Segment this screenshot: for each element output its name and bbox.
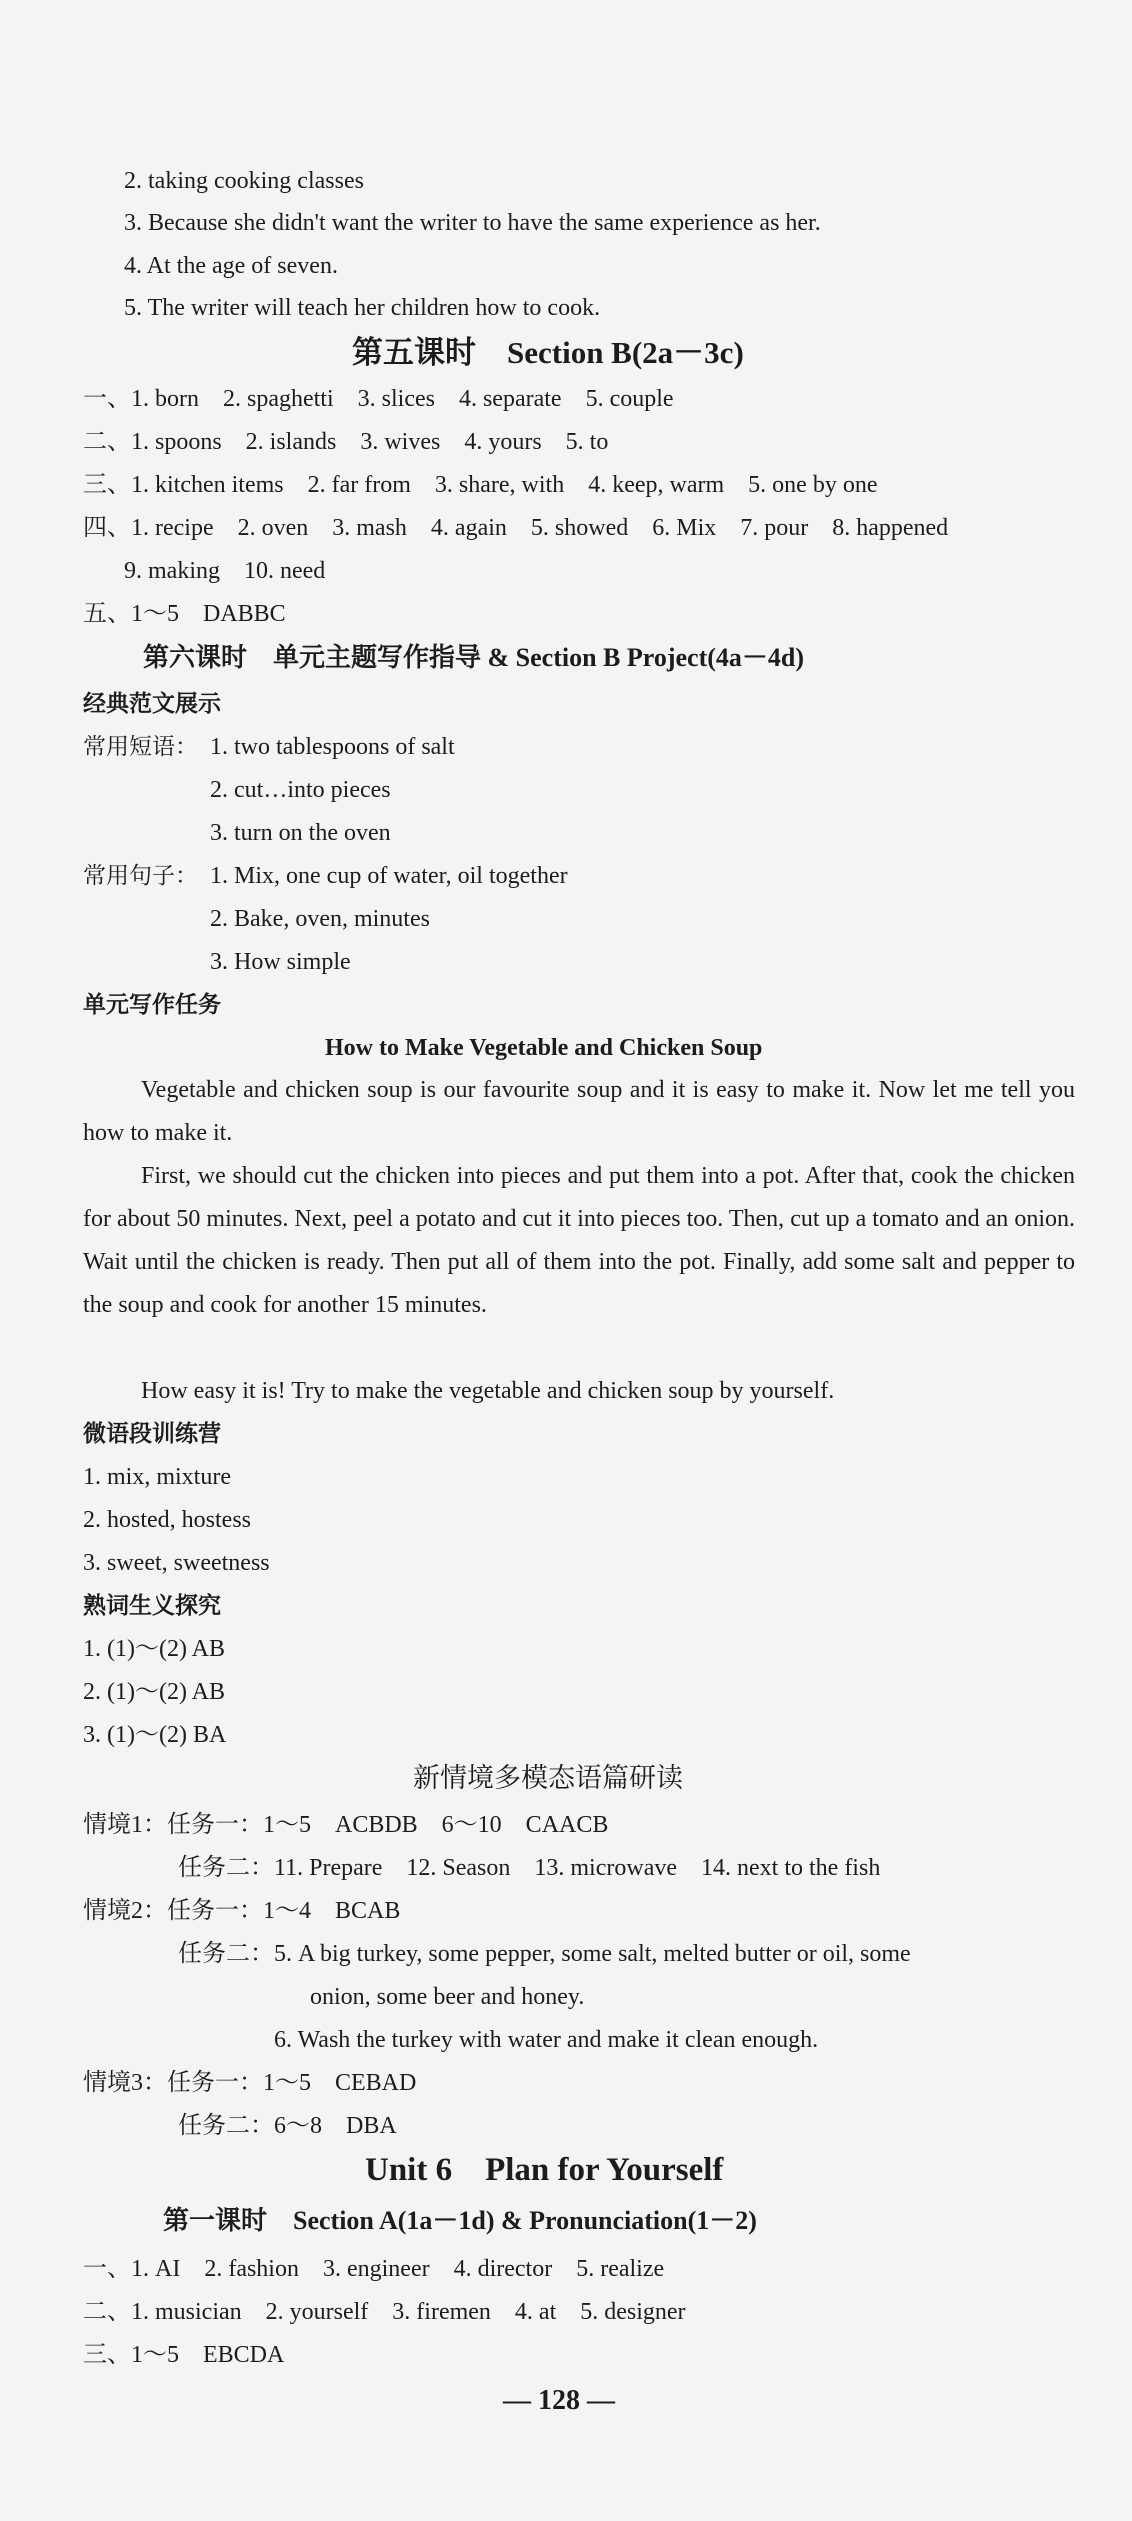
situation-3-task-1: 情境3：任务一：1～5 CEBAD	[83, 2070, 417, 2096]
micro-label: 微语段训练营	[83, 1421, 221, 1447]
top-answer-5: 5. The writer will teach her children how to cook.	[124, 295, 601, 321]
lesson5-title: 第五课时 Section B(2a－3c)	[352, 335, 744, 370]
situation-1-task-2: 任务二：11. Prepare 12. Season 13. microwave 14. next to the fish	[178, 1855, 881, 1881]
lesson5-row-2: 二、1. spoons 2. islands 3. wives 4. yours 5. to	[83, 429, 609, 455]
unit6-row-1: 一、1. AI 2. fashion 3. engineer 4. director 5. realize	[83, 2256, 665, 2282]
unit6-lesson1-title: 第一课时 Section A(1a－1d) & Pronunciation(1－2)	[163, 2206, 757, 2235]
top-answer-3: 3. Because she didn't want the writer to have the same experience as her.	[124, 210, 821, 236]
situation-2-task-2-cont: onion, some beer and honey.	[310, 1984, 585, 2010]
sentences-label: 常用句子：	[83, 863, 198, 889]
top-answer-2: 2. taking cooking classes	[124, 168, 364, 194]
micro-3: 3. sweet, sweetness	[83, 1550, 270, 1576]
situations-title: 新情境多模态语篇研读	[413, 1763, 683, 1794]
familiar-1: 1. (1)～(2) AB	[83, 1636, 225, 1662]
page-number: — 128 —	[503, 2385, 615, 2416]
situation-2-task-2-item-6: 6. Wash the turkey with water and make it clean enough.	[274, 2027, 819, 2053]
unit6-title: Unit 6 Plan for Yourself	[365, 2152, 724, 2188]
essay-paragraph-1: Vegetable and chicken soup is our favourite soup and it is easy to make it. Now let me tell you how to make it.	[83, 1077, 1075, 1146]
situation-1-task-1: 情境1：任务一：1～5 ACBDB 6～10 CAACB	[83, 1812, 609, 1838]
classic-essay-label: 经典范文展示	[83, 691, 221, 717]
writing-task-label: 单元写作任务	[83, 992, 221, 1018]
situation-2-task-2: 任务二：5. A big turkey, some pepper, some salt, melted butter or oil, some	[178, 1941, 911, 1967]
essay-paragraph-3: How easy it is! Try to make the vegetable and chicken soup by yourself.	[141, 1378, 835, 1404]
phrase-1: 1. two tablespoons of salt	[210, 734, 455, 760]
lesson5-row-3: 三、1. kitchen items 2. far from 3. share, with 4. keep, warm 5. one by one	[83, 472, 878, 498]
phrases-label: 常用短语：	[83, 734, 198, 760]
sentence-3: 3. How simple	[210, 949, 351, 975]
micro-2: 2. hosted, hostess	[83, 1507, 251, 1533]
familiar-3: 3. (1)～(2) BA	[83, 1722, 227, 1748]
lesson5-row-4b: 9. making 10. need	[124, 558, 326, 584]
unit6-row-2: 二、1. musician 2. yourself 3. firemen 4. at 5. designer	[83, 2299, 686, 2325]
sentence-1: 1. Mix, one cup of water, oil together	[210, 863, 568, 889]
lesson5-row-4: 四、1. recipe 2. oven 3. mash 4. again 5. showed 6. Mix 7. pour 8. happened	[83, 515, 949, 541]
essay-title: How to Make Vegetable and Chicken Soup	[325, 1035, 763, 1061]
sentence-2: 2. Bake, oven, minutes	[210, 906, 430, 932]
unit6-row-3: 三、1～5 EBCDA	[83, 2342, 285, 2368]
phrase-2: 2. cut…into pieces	[210, 777, 391, 803]
familiar-label: 熟词生义探究	[83, 1593, 221, 1619]
situation-2-task-1: 情境2：任务一：1～4 BCAB	[83, 1898, 401, 1924]
top-answer-4: 4. At the age of seven.	[124, 253, 338, 279]
micro-1: 1. mix, mixture	[83, 1464, 231, 1490]
essay-paragraph-2: First, we should cut the chicken into pieces and put them into a pot. After that, cook the chicken for about 50 minutes. Next, peel a potato and cut it into pieces too. Then, cut up a tomato and an onion. Wait until the chicken is ready. Then put all of them into the pot. Finally, add some salt and pepper to the soup and cook for another 15 minutes.	[83, 1163, 1075, 1318]
lesson5-row-5: 五、1～5 DABBC	[83, 601, 286, 627]
phrase-3: 3. turn on the oven	[210, 820, 391, 846]
familiar-2: 2. (1)～(2) AB	[83, 1679, 225, 1705]
situation-3-task-2: 任务二：6～8 DBA	[178, 2113, 397, 2139]
lesson5-row-1: 一、1. born 2. spaghetti 3. slices 4. separate 5. couple	[83, 386, 674, 412]
lesson6-title: 第六课时 单元主题写作指导 & Section B Project(4a－4d)	[143, 643, 805, 672]
